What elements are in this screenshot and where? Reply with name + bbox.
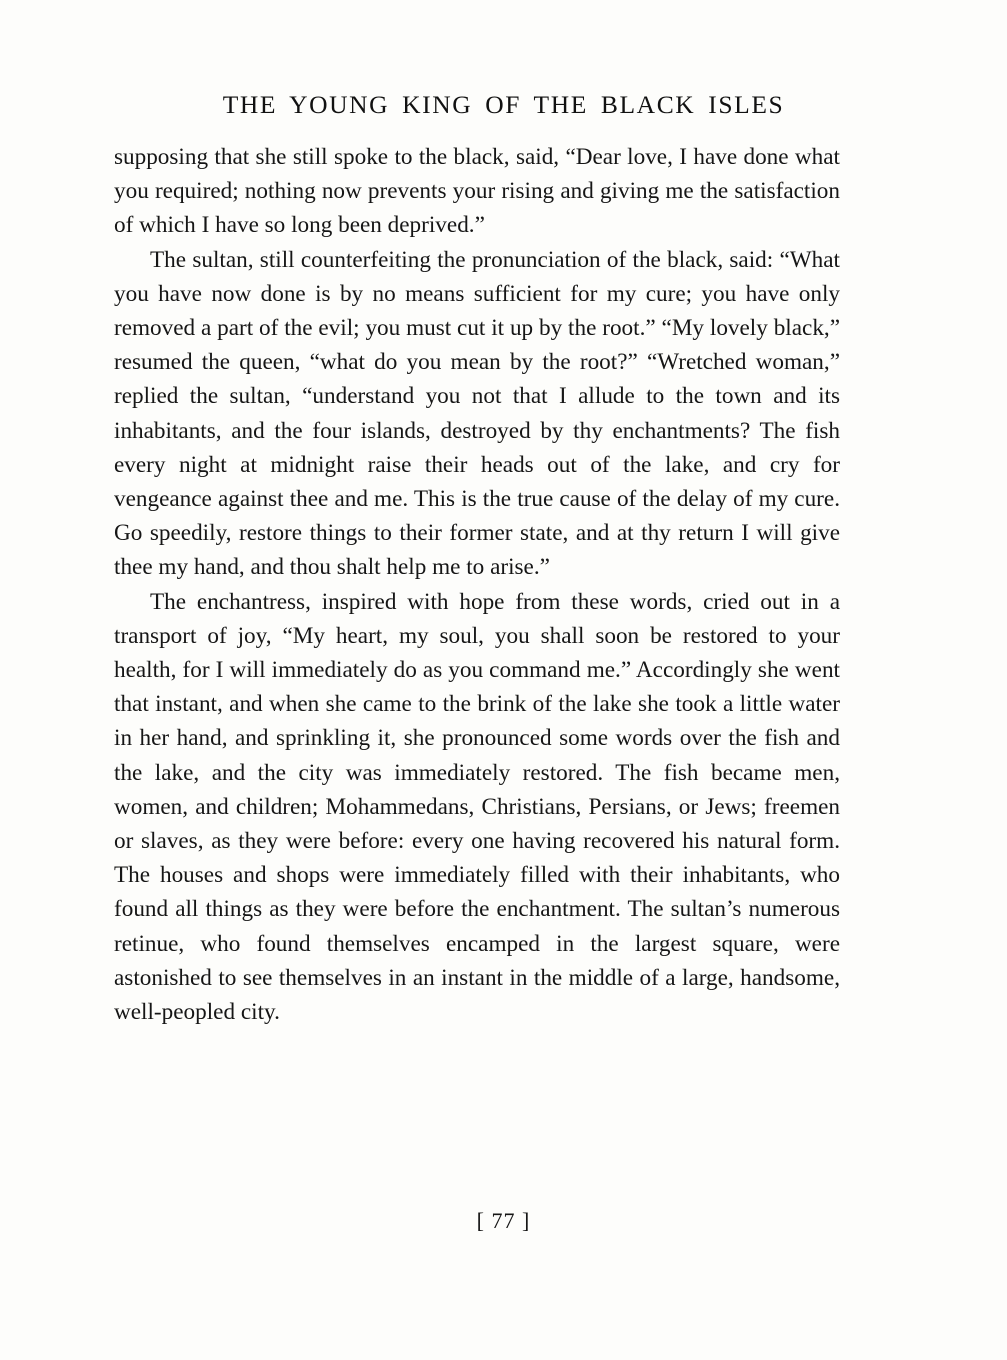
paragraph-2: The sultan, still counterfeiting the pronunciation of the black, said: “What you have now done is by no means sufficient for my cure; you have only removed a part of the evil; you must cut it up by the root.” “My lovely black,” resumed the queen, “what do you mean by the root?” “Wretched woman,” replied the sultan, “understand you not that I allude to the town and its inhabitants, and the four islands, destroyed by thy enchantments? The fish every night at midnight raise their heads out of the lake, and cry for vengeance against thee and me. This is the true cause of the delay of my cure. Go speedily, restore things to their former state, and at thy return I will give thee my hand, and thou shalt help me to arise.” xyxy=(114,246,840,581)
paragraph-3: The enchantress, inspired with hope from these words, cried out in a transport of joy, “My heart, my soul, you shall soon be restored to your health, for I will immediately do as you command me.” Accordingly she went that instant, and when she came to the brink of the lake she took a little water in her hand, and sprinkling it, she pronounced some words over the fish and the lake, and the city was immediately restored. The fish became men, women, and children; Mohammedans, Christians, Persians, or Jews; freemen or slaves, as they were before: every one having recovered his natural form. The houses and shops were immediately filled with their inhabitants, who found all things as they were before the enchantment. The sultan’s numerous retinue, who found themselves encamped in the largest square, were astonished to see themselves in an instant in the middle of a large, handsome, well-peopled city. xyxy=(114,588,840,1026)
body-text xyxy=(114,140,840,1029)
page-running-head: THE YOUNG KING OF THE BLACK ISLES xyxy=(222,90,785,119)
page-number: [ 77 ] xyxy=(476,1208,531,1233)
paragraph-1: supposing that she still spoke to the black, said, “Dear love, I have done what you required; nothing now prevents your rising and giving me the satisfaction of which I have so long been deprived.” xyxy=(114,144,840,239)
